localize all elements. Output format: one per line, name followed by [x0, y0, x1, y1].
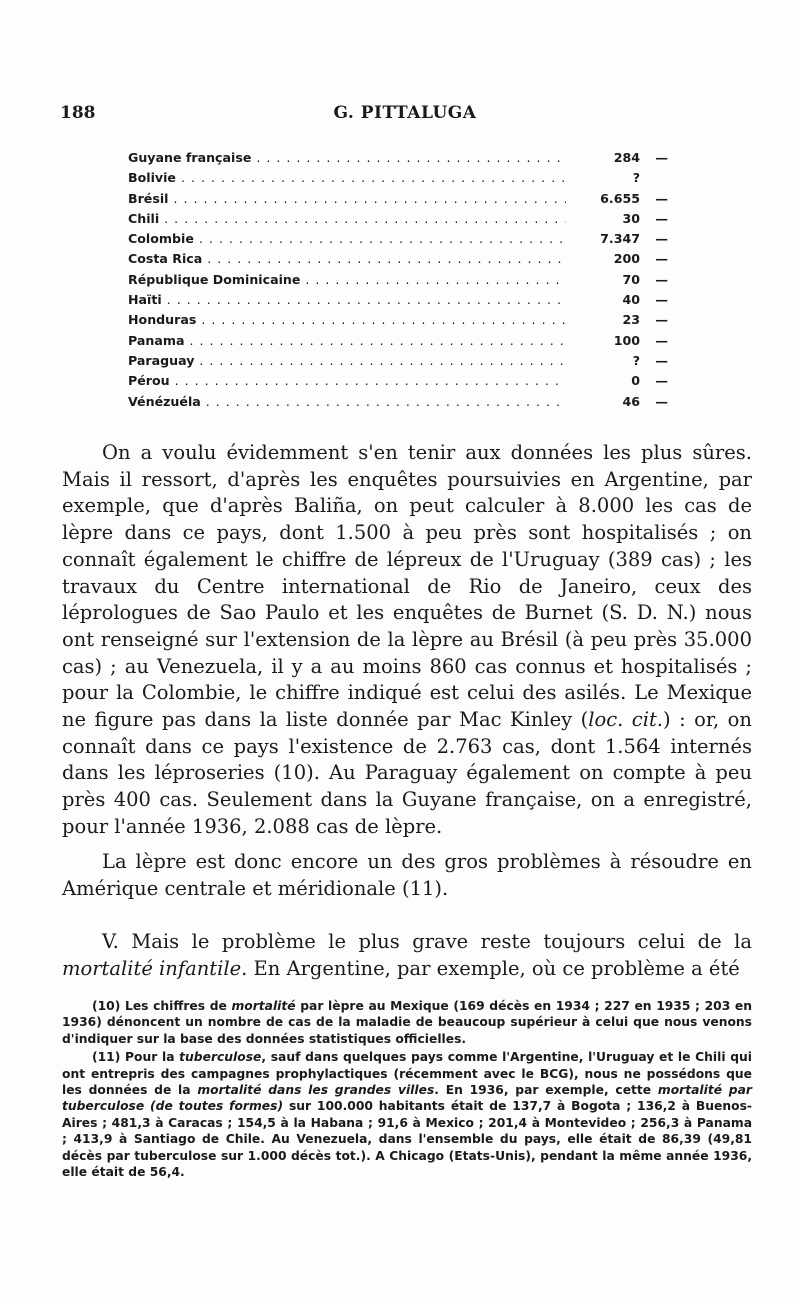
row-dash: — — [655, 352, 668, 368]
paragraph-text: ) : or, on connaît dans ce pays l'existence de 2.763 cas, dont 1.564 internés dans les léproseries (10). Au Paraguay également on compte à peu près 400 cas. Seulement dans la Guyane française, on a enregistré, pour l'année 1936, 2.088 cas de lèpre. — [62, 708, 752, 838]
table-row — [128, 229, 678, 249]
case-count: ? — [566, 168, 640, 188]
case-count: ? — [566, 351, 640, 371]
paragraph-text: V. Mais le problème le plus grave reste toujours celui de la — [102, 930, 752, 953]
case-count: 284 — [566, 148, 640, 168]
case-count: 70 — [566, 270, 640, 290]
country-name: Colombie . . . — [128, 229, 578, 249]
table-row — [128, 310, 678, 330]
page-header — [60, 103, 750, 127]
table-row — [128, 209, 678, 229]
case-count: 200 — [566, 249, 640, 269]
table-row — [128, 148, 678, 168]
paragraph-text: On a voulu évidemment s'en tenir aux données les plus sûres. Mais il ressort, d'après les enquêtes poursuivies en Argentine, par exemple, que d'après Baliña, on peut calculer à 8.000 les cas de lèpre dans ce pays, dont 1.500 à peu près sont hospitalisés ; on connaît également le chiffre de lépreux de l'Uruguay (389 cas) ; les travaux du Centre international de Rio de Janeiro, ceux des léprologues de Sao Paulo et les enquêtes de Burnet (S. D. N.) nous ont renseigné sur l'extension de la lèpre au Brésil (à peu près 35.000 cas) ; au Venezuela, il y a au moins 860 cas connus et hospitalisés ; pour la Colombie, le chiffre indiqué est celui des asilés. Le Mexique ne figure pas dans la liste donnée par Mac Kinley ( — [62, 441, 752, 732]
table-row — [128, 331, 678, 351]
table-row — [128, 351, 678, 371]
footnote-text: , sauf dans quelques pays comme l'Argentine, l'Uruguay et le Chili qui ont entrepris des campagnes prophylactiques (récemment avec le BCG), nous ne possédons que les données de la — [62, 1050, 752, 1098]
country-name: Honduras . . . — [128, 310, 578, 330]
row-dash: — — [655, 251, 668, 267]
case-count: 0 — [566, 371, 640, 391]
row-dash: — — [655, 231, 668, 247]
emphasis-italic: mortalité par tuberculose (de toutes formes) — [62, 1083, 752, 1114]
row-dash: — — [655, 312, 668, 328]
table-row — [128, 168, 678, 188]
footnote-text: par lèpre au Mexique (169 décès en 1934 ; 227 en 1935 ; 203 en 1936) dénoncent un nombre de cas de la maladie de beaucoup supérieur à celui que nous venons d'indiquer sur la base des données statistiques officielles. — [62, 999, 752, 1046]
footnote-text: (10) Les chiffres de — [92, 999, 232, 1013]
table-row — [128, 249, 678, 269]
row-dash: — — [655, 393, 668, 409]
case-count: 23 — [566, 310, 640, 330]
country-name: République Dominicaine . . . — [128, 270, 578, 290]
page-number: 188 — [60, 103, 96, 123]
row-dash: — — [655, 271, 668, 287]
row-dash: — — [655, 190, 668, 206]
footnote-11 — [62, 1049, 752, 1180]
country-name: Paraguay . . . — [128, 351, 578, 371]
country-name: Guyane française . . . — [128, 148, 578, 168]
country-name: Haïti . . . — [128, 290, 578, 310]
case-count: 46 — [566, 392, 640, 412]
table-row — [128, 371, 678, 391]
table-row — [128, 189, 678, 209]
row-dash: — — [655, 292, 668, 308]
country-name: Vénézuéla . . . — [128, 392, 578, 412]
emphasis-italic: tuberculose — [179, 1050, 262, 1065]
emphasis-italic: mortalité dans les grandes villes — [197, 1083, 435, 1098]
footnote-10 — [62, 998, 752, 1047]
paragraph-leprosy-data — [62, 440, 752, 841]
citation-italic: loc. cit. — [588, 708, 663, 732]
running-title: G. PITTALUGA — [333, 103, 477, 123]
row-dash: — — [655, 332, 668, 348]
country-name: Panama . . . — [128, 331, 578, 351]
paragraph-leprosy-conclusion — [62, 849, 752, 902]
case-count: 7.347 — [566, 229, 640, 249]
country-name: Brésil . . . — [128, 189, 578, 209]
case-count: 40 — [566, 290, 640, 310]
case-count: 100 — [566, 331, 640, 351]
emphasis-italic: mortalité — [231, 999, 296, 1013]
emphasis-italic: mortalité infantile — [62, 956, 242, 980]
row-dash: — — [655, 373, 668, 389]
footnotes — [62, 998, 752, 1182]
paragraph-section-v — [62, 929, 752, 982]
country-name: Costa Rica . . . — [128, 249, 578, 269]
footnote-text: sur 100.000 habitants était de 137,7 à Bogota ; 136,2 à Buenos-Aires ; 481,3 à Caracas ; 154,5 à la Habana ; 91,6 à Mexico ; 201,4 à Montevideo ; 256,3 à Panama ; 413,9 à Santiago de Chile. Au Venezuela, dans l'ensemble du pays, elle était de 86,39 (49,81 décès par tuberculose sur 1.000 décès tot.). A Chicago (Etats-Unis), pendant la même année 1936, elle était de 56,4. — [62, 1099, 752, 1180]
row-dash: — — [655, 150, 668, 165]
row-dash: — — [655, 210, 668, 226]
table-row — [128, 290, 678, 310]
country-name: Chili . . . — [128, 209, 578, 229]
country-name: Bolivie . . . — [128, 168, 578, 188]
paragraph-text: . En Argentine, par exemple, où ce problème a été — [241, 956, 740, 980]
case-count: 6.655 — [566, 189, 640, 209]
paragraph-text: La lèpre est donc encore un des gros problèmes à résoudre en Amérique centrale et méridionale (11). — [62, 850, 752, 900]
footnote-text: . En 1936, par exemple, cette — [434, 1083, 658, 1098]
footnote-text: (11) Pour la — [92, 1050, 180, 1065]
table-row — [128, 270, 678, 290]
leprosy-cases-table — [128, 148, 678, 412]
table-row — [128, 392, 678, 412]
country-name: Pérou . . . — [128, 371, 578, 391]
case-count: 30 — [566, 209, 640, 229]
